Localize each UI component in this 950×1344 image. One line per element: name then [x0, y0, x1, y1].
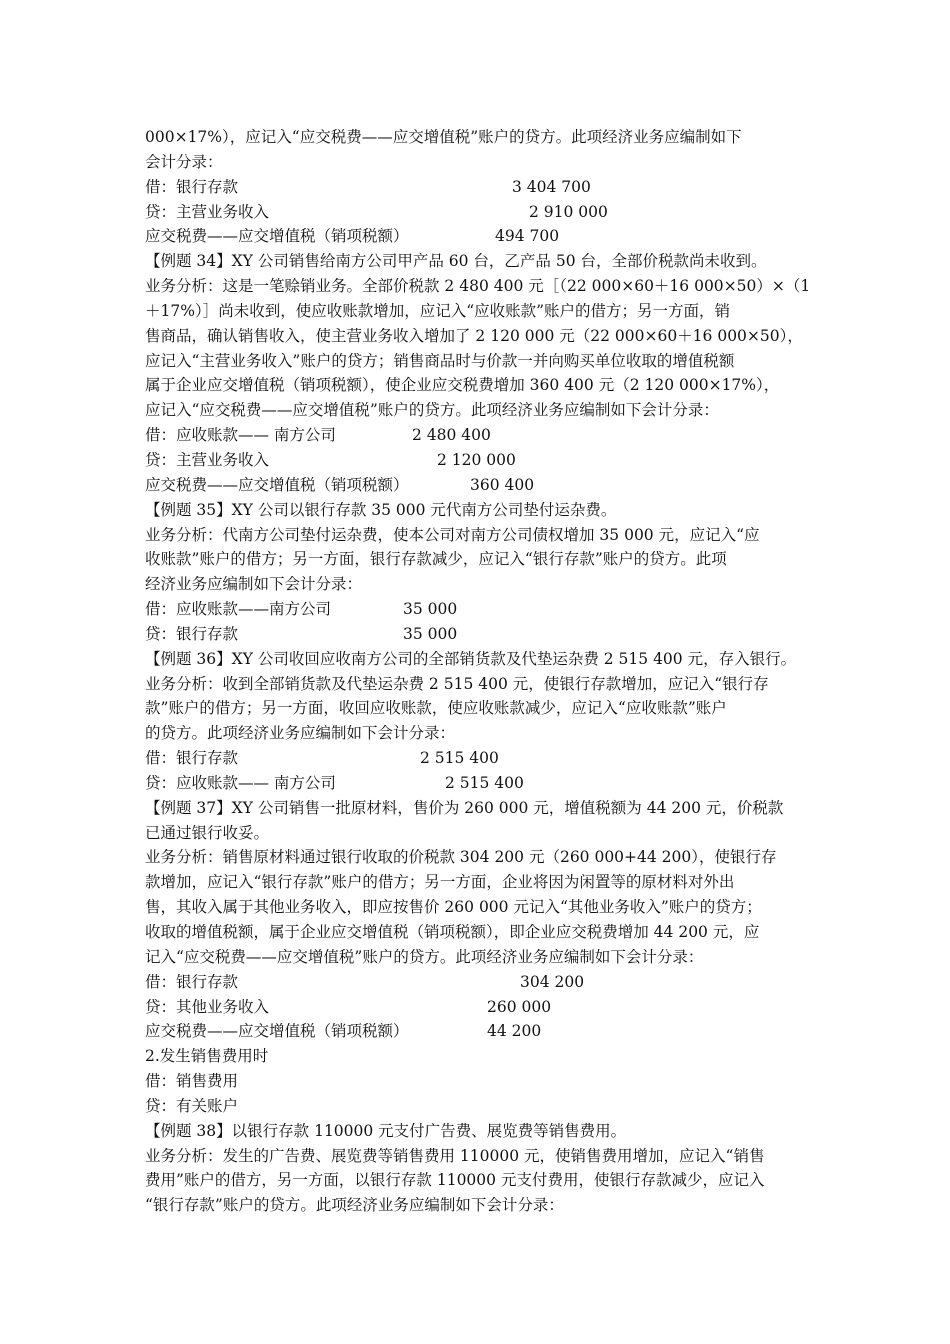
text-line: 业务分析：收到全部销货款及代垫运杂费 2 515 400 元，使银行存款增加，应记入“银行存 — [145, 674, 769, 693]
text-line: 费用”账户的借方，另一方面，以银行存款 110000 元支付费用，使银行存款减少，应记入 — [145, 1171, 765, 1190]
entry-amount: 304 200 — [520, 972, 585, 991]
section-heading: 2.发生销售费用时 — [145, 1047, 269, 1066]
example-heading: 【例题 35】XY 公司以银行存款 35 000 元代南方公司垫付运杂费。 — [145, 500, 617, 519]
text-line: 的贷方。此项经济业务应编制如下会计分录： — [145, 724, 456, 743]
text-line: ＋17%）］尚未收到，使应收账款增加，应记入“应收账款”账户的借方；另一方面，销 — [145, 301, 731, 320]
entry-amount: 2 515 400 — [445, 773, 524, 792]
journal-entry-debit — [145, 175, 825, 200]
journal-entry-credit — [145, 1019, 825, 1044]
text-line: 业务分析：这是一笔赊销业务。全部价税款 2 480 400 元［（22 000×60＋16 000×50）×（1 — [145, 277, 811, 296]
entry-amount: 2 515 400 — [420, 749, 499, 768]
entry-amount: 35 000 — [403, 624, 458, 643]
journal-entry-credit — [145, 995, 825, 1020]
entry-amount: 3 404 700 — [512, 177, 591, 196]
text-line: 000×17%），应记入“应交税费——应交增值税”账户的贷方。此项经济业务应编制如下 — [145, 128, 742, 146]
account-name: 贷：主营业务收入 — [145, 202, 270, 221]
journal-entry-debit: 借：销售费用 — [145, 1072, 239, 1091]
text-line: 业务分析：发生的广告费、展览费等销售费用 110000 元，使销售费用增加，应记入“销售 — [145, 1146, 765, 1165]
entry-amount: 2 910 000 — [529, 202, 608, 221]
entry-amount: 360 400 — [470, 475, 535, 494]
account-name: 贷：其他业务收入 — [145, 997, 270, 1016]
text-line: 业务分析：销售原材料通过银行收取的价税款 304 200 元（260 000+44 200），使银行存 — [145, 848, 777, 867]
text-line: 售商品，确认销售收入，使主营业务收入增加了 2 120 000 元（22 000×60＋16 000×50）， — [145, 326, 803, 345]
text-line: “银行存款”账户的贷方。此项经济业务应编制如下会计分录： — [145, 1196, 564, 1215]
text-line: 收账款”账户的借方；另一方面，银行存款减少，应记入“银行存款”账户的贷方。此项 — [145, 550, 727, 569]
text-line: 业务分析：代南方公司垫付运杂费，使本公司对南方公司债权增加 35 000 元，应记入“应 — [145, 525, 760, 544]
text-line: 记入“应交税费——应交增值税”账户的贷方。此项经济业务应编制如下会计分录： — [145, 947, 704, 966]
text-line: 属于企业应交增值税（销项税额），使企业应交税费增加 360 400 元（2 120 000×17%）， — [145, 376, 780, 395]
example-heading: 【例题 37】XY 公司销售一批原材料，售价为 260 000 元，增值税额为 44 200 元，价税款 — [145, 798, 784, 817]
journal-entry-credit: 贷：有关账户 — [145, 1096, 239, 1115]
text-line: 会计分录： — [145, 152, 223, 171]
journal-entry-credit — [145, 224, 825, 249]
text-line: 售，其收入属于其他业务收入，即应按售价 260 000 元记入“其他业务收入”账户的贷方； — [145, 898, 762, 917]
journal-entry-credit — [145, 448, 825, 473]
account-name: 应交税费——应交增值税（销项税额） — [145, 227, 409, 246]
entry-amount: 35 000 — [403, 600, 458, 619]
account-name: 借：银行存款 — [145, 177, 239, 196]
example-heading: 【例题 34】XY 公司销售给南方公司甲产品 60 台，乙产品 50 台，全部价税款尚未收到。 — [145, 252, 767, 271]
account-name: 贷：主营业务收入 — [145, 450, 270, 469]
account-name: 应交税费——应交增值税（销项税额） — [145, 1022, 409, 1041]
entry-amount: 44 200 — [487, 1022, 542, 1041]
journal-entry-debit — [145, 597, 825, 622]
account-name: 借：银行存款 — [145, 972, 239, 991]
document-body — [145, 125, 825, 1218]
example-heading: 【例题 36】XY 公司收回应收南方公司的全部销货款及代垫运杂费 2 515 400 元，存入银行。 — [145, 649, 797, 668]
account-name: 借：应收账款——南方公司 — [145, 600, 332, 619]
entry-amount: 260 000 — [487, 997, 552, 1016]
text-line: 应记入“主营业务收入”账户的贷方；销售商品时与价款一并向购买单位收取的增值税额 — [145, 351, 735, 370]
text-line: 已通过银行收妥。 — [145, 823, 270, 842]
text-line: 收取的增值税额，属于企业应交增值税（销项税额），即企业应交税费增加 44 200 元，应 — [145, 923, 760, 941]
journal-entry-credit — [145, 622, 825, 647]
entry-amount: 2 480 400 — [412, 426, 491, 445]
journal-entry-debit — [145, 970, 825, 995]
entry-amount: 2 120 000 — [437, 450, 516, 469]
journal-entry-debit — [145, 423, 825, 448]
text-line: 款”账户的借方；另一方面，收回应收账款，使应收账款减少，应记入“应收账款”账户 — [145, 699, 727, 718]
text-line: 经济业务应编制如下会计分录： — [145, 575, 363, 594]
account-name: 借：银行存款 — [145, 749, 239, 768]
account-name: 借：应收账款—— 南方公司 — [145, 426, 336, 445]
account-name: 贷：应收账款—— 南方公司 — [145, 773, 336, 792]
journal-entry-credit — [145, 771, 825, 796]
account-name: 贷：银行存款 — [145, 624, 239, 643]
text-line: 款增加，应记入“银行存款”账户的借方；另一方面，企业将因为闲置等的原材料对外出 — [145, 873, 735, 892]
text-line: 应记入“应交税费——应交增值税”账户的贷方。此项经济业务应编制如下会计分录： — [145, 401, 719, 420]
journal-entry-debit — [145, 746, 825, 771]
journal-entry-credit — [145, 473, 825, 498]
account-name: 应交税费——应交增值税（销项税额） — [145, 475, 409, 494]
journal-entry-credit — [145, 200, 825, 225]
entry-amount: 494 700 — [495, 227, 560, 246]
example-heading: 【例题 38】以银行存款 110000 元支付广告费、展览费等销售费用。 — [145, 1121, 627, 1140]
